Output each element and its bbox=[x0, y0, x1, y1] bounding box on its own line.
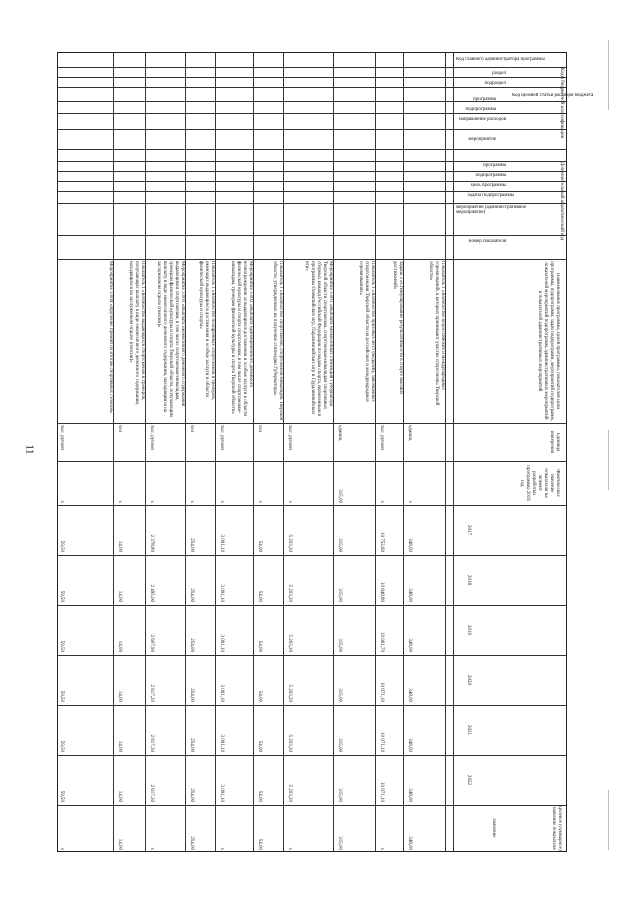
row-divider bbox=[445, 53, 446, 851]
column-line bbox=[58, 101, 566, 102]
row-unit: тыс. рублей bbox=[59, 425, 64, 450]
row-fact-value: x bbox=[257, 500, 262, 503]
goal-task-header: задача подпрограммы bbox=[467, 193, 514, 198]
row-year-value: 5 203,20 bbox=[287, 534, 292, 552]
column-line bbox=[58, 129, 566, 130]
row-year-value: 315,00 bbox=[337, 588, 342, 602]
row-year-value: 59,50 bbox=[59, 540, 64, 552]
kcsr-header: Код целевой статьи расходов бюджета bbox=[512, 93, 594, 98]
scan-margin-line bbox=[608, 40, 609, 110]
column-line bbox=[58, 87, 566, 88]
scan-margin-line bbox=[608, 430, 609, 490]
row-year-value: 10 971,10 bbox=[379, 732, 384, 752]
row-fact-value: x bbox=[287, 500, 292, 503]
row-year-value: 254,00 bbox=[189, 588, 194, 602]
column-line bbox=[58, 181, 566, 182]
row-year-value: 3 091,10 bbox=[219, 784, 224, 802]
column-line bbox=[58, 655, 566, 656]
column-line bbox=[58, 235, 566, 236]
row-unit: тыс. рублей bbox=[149, 425, 154, 450]
row-year-value: 3 091,10 bbox=[219, 684, 224, 702]
row-year-value: 54,00 bbox=[257, 540, 262, 552]
kcsr-event-header: мероприятие bbox=[468, 137, 496, 142]
row-fact-value: x bbox=[59, 500, 64, 503]
row-divider bbox=[145, 53, 146, 851]
column-line bbox=[58, 149, 566, 150]
row-year-value: 54,00 bbox=[257, 590, 262, 602]
column-line bbox=[58, 191, 566, 192]
column-line bbox=[58, 67, 566, 68]
row-target-value: x bbox=[149, 847, 154, 850]
year-header: 2021 bbox=[466, 725, 471, 735]
row-year-value: 59,50 bbox=[59, 740, 64, 752]
row-year-value: 5 203,20 bbox=[287, 784, 292, 802]
row-name: Задача 3 «Стимулирование результативности в спорте высших достижений» bbox=[392, 261, 403, 395]
column-line bbox=[58, 555, 566, 556]
row-fact-value: x bbox=[407, 500, 412, 503]
row-fact-value: 315,00 bbox=[337, 489, 342, 503]
program-table bbox=[57, 52, 594, 852]
row-target-value: 54,00 bbox=[257, 838, 262, 850]
fact-column-header: Фактическое значение показателя на момент разработки программы 2016 год bbox=[519, 465, 560, 501]
row-year-value: 254,00 bbox=[189, 538, 194, 552]
row-fact-value: x bbox=[117, 500, 122, 503]
row-year-value: 2 607,90 bbox=[149, 634, 154, 652]
row-year-value: 3 091,10 bbox=[219, 534, 224, 552]
row-year-value: 348,00 bbox=[407, 738, 412, 752]
row-year-value: 10 961,70 bbox=[379, 632, 384, 652]
row-year-value: 14,00 bbox=[117, 640, 122, 652]
row-year-value: 5 203,20 bbox=[287, 584, 292, 602]
goal-purpose-header: цель программы bbox=[470, 183, 506, 188]
row-year-value: 10 971,10 bbox=[379, 682, 384, 702]
row-year-value: 2 617,20 bbox=[149, 684, 154, 702]
row-year-value: 59,50 bbox=[59, 790, 64, 802]
row-year-value: 348,00 bbox=[407, 788, 412, 802]
row-year-value: 5 203,20 bbox=[287, 634, 292, 652]
row-year-value: 14,00 bbox=[117, 790, 122, 802]
row-year-value: 254,00 bbox=[189, 788, 194, 802]
row-year-value: 2 617,30 bbox=[149, 734, 154, 752]
subsection-header: подраздел bbox=[484, 81, 506, 86]
row-fact-value: x bbox=[379, 500, 384, 503]
row-year-value: 254,00 bbox=[189, 688, 194, 702]
row-unit: чел bbox=[257, 425, 262, 433]
scan-margin-line bbox=[608, 790, 609, 850]
row-name: Показатель 1 «Количество поощренных спортсменов и тренеров, имеющих выдающиеся достижения и особые заслуги в области физической культуры и спорта» bbox=[198, 261, 215, 401]
target-value-header: значение bbox=[491, 818, 496, 838]
row-divider bbox=[333, 53, 334, 851]
row-year-value: 14,00 bbox=[117, 690, 122, 702]
row-year-value: 10 752,60 bbox=[379, 532, 384, 552]
row-year-value: 315,00 bbox=[337, 738, 342, 752]
row-year-value: 348,00 bbox=[407, 588, 412, 602]
column-line bbox=[58, 505, 566, 506]
column-line bbox=[58, 423, 566, 424]
row-year-value: 54,00 bbox=[257, 790, 262, 802]
row-year-value: 3 091,10 bbox=[219, 584, 224, 602]
row-year-value: 14,00 bbox=[117, 540, 122, 552]
column-line bbox=[58, 705, 566, 706]
row-year-value: 5 203,20 bbox=[287, 684, 292, 702]
row-fact-value: x bbox=[149, 500, 154, 503]
codes-title: Коды бюджетной классификации bbox=[559, 67, 564, 139]
kcsr-program-header: программа bbox=[473, 97, 496, 102]
column-line bbox=[58, 77, 566, 78]
column-line bbox=[58, 161, 566, 162]
column-line bbox=[58, 203, 566, 204]
row-year-value: 254,00 bbox=[189, 738, 194, 752]
row-year-value: 348,00 bbox=[407, 538, 412, 552]
row-year-value: 5 203,20 bbox=[287, 734, 292, 752]
admin-code-header: Код главного администратора программы bbox=[456, 57, 545, 62]
row-year-value: 59,50 bbox=[59, 690, 64, 702]
row-name: Мероприятие 3.002 «Выплата единовременного денежного вознаграждения за выдающиеся достижения и особые заслуги в области физической культуры и спорта спортсменам, в том числе спортсменам-инвалидам, тренерам физической культуры и спорта Тверской области» bbox=[230, 261, 253, 416]
year-header: 2017 bbox=[466, 525, 471, 535]
row-divider bbox=[215, 53, 216, 851]
goal-indicator-header: номер показателя bbox=[468, 239, 506, 244]
name-column-header: Наименование программы, целей программы, показателей цели программы, подпрограмм, задач подпрограмм, мероприятий подпрограмм, показателей мероприятий подпрограмм, административных мероприятий и показателей административных мероприятий bbox=[537, 261, 560, 421]
row-unit: единиц bbox=[407, 425, 412, 441]
target-column-header: Целевое (суммарное) значение показателя bbox=[551, 805, 562, 851]
column-line bbox=[58, 113, 566, 114]
row-target-value: 315,00 bbox=[337, 836, 342, 850]
row-year-value: 14,00 bbox=[117, 740, 122, 752]
row-target-value: x bbox=[379, 847, 384, 850]
row-target-value: x bbox=[219, 847, 224, 850]
row-year-value: 10 971,10 bbox=[379, 782, 384, 802]
row-unit: тыс. рублей bbox=[287, 425, 292, 450]
kcsr-subprogram-header: подпрограмма bbox=[465, 107, 496, 112]
row-name: Показатель 1 «Количество всероссийских и международных соревнований, в которых принимают участие спортсмены Тверской области» bbox=[428, 261, 445, 406]
row-name: Показатель 1 «Количество спортсменов, спортсменов-инвалидов Тверской области, утвержденных на получение стипендии Губернатора» bbox=[272, 261, 283, 421]
row-divider bbox=[375, 53, 376, 851]
year-header: 2020 bbox=[466, 675, 471, 685]
row-name: Показатель 1 «Количество призовых мест (медалей), завоеванных спортсменами Тверской области на российских и международных соревнованиях» bbox=[358, 261, 375, 403]
row-year-value: 348,00 bbox=[407, 688, 412, 702]
row-year-value: 315,00 bbox=[337, 788, 342, 802]
row-name: Мероприятие 3.004 «Вручение премий по итогам спортивных сезонов» bbox=[108, 261, 113, 414]
row-year-value: 348,00 bbox=[407, 638, 412, 652]
row-unit: единиц bbox=[337, 425, 342, 441]
row-unit: тыс. рублей bbox=[379, 425, 384, 450]
header-divider bbox=[453, 53, 454, 851]
row-year-value: 59,50 bbox=[59, 640, 64, 652]
row-year-value: 254,00 bbox=[189, 638, 194, 652]
column-line bbox=[58, 461, 566, 462]
row-year-value: 315,00 bbox=[337, 638, 342, 652]
row-year-value: 54,00 bbox=[257, 690, 262, 702]
row-year-value: 59,50 bbox=[59, 590, 64, 602]
column-line bbox=[58, 171, 566, 172]
column-line bbox=[58, 755, 566, 756]
row-fact-value: x bbox=[189, 500, 194, 503]
row-target-value: 254,00 bbox=[189, 836, 194, 850]
row-year-value: 14,00 bbox=[117, 590, 122, 602]
row-year-value: 3 091,10 bbox=[219, 734, 224, 752]
row-target-value: 348,00 bbox=[407, 836, 412, 850]
row-divider bbox=[185, 53, 186, 851]
row-year-value: 315,00 bbox=[337, 538, 342, 552]
year-header: 2018 bbox=[466, 575, 471, 585]
row-unit: чел bbox=[117, 425, 122, 433]
row-year-value: 2 617,30 bbox=[149, 784, 154, 802]
section-header: раздел bbox=[492, 71, 506, 76]
column-line bbox=[58, 259, 566, 260]
row-target-value: x bbox=[287, 847, 292, 850]
unit-column-header: Единица измерения bbox=[549, 430, 560, 454]
goal-event-header: мероприятие (административное мероприятие) bbox=[456, 205, 527, 215]
row-year-value: 3 091,10 bbox=[219, 634, 224, 652]
row-name: Мероприятие 3.003 «Выплата ежемесячного денежного содержания выдающимся спортсменам, в том числе спортсменам-инвалидам, тренерам физической культуры и спорта Тверской области, получающим выплату в виде ежемесячного денежного содержания, находящимся на заслуженном отдыхе (пенсии)» bbox=[156, 261, 185, 417]
row-divider bbox=[113, 53, 114, 851]
row-year-value: 2 495,00 bbox=[149, 584, 154, 602]
year-header: 2022 bbox=[466, 775, 471, 785]
row-unit: тыс. рублей bbox=[219, 425, 224, 450]
row-name: Мероприятие 3.001 «Выплата ежемесячных стипендий Губернатора Тверской области спортсменам, спортсменам-инвалидам спортивных сборных команд Российской Федерации по видам спорта, включенным в программы Олимпийских игр, Паралимпийских игр и Сурдлимпийских игр» bbox=[304, 261, 333, 417]
row-divider bbox=[253, 53, 254, 851]
year-header: 2019 bbox=[466, 625, 471, 635]
row-year-value: 10 848,80 bbox=[379, 582, 384, 602]
row-target-value: 14,00 bbox=[117, 838, 122, 850]
goal-program-header: программа bbox=[483, 163, 506, 168]
row-divider bbox=[403, 53, 404, 851]
row-year-value: 54,00 bbox=[257, 740, 262, 752]
page-number: 11 bbox=[23, 444, 35, 455]
column-line bbox=[58, 605, 566, 606]
row-year-value: 2 378,80 bbox=[149, 534, 154, 552]
row-unit: чел bbox=[189, 425, 194, 433]
row-target-value: x bbox=[59, 847, 64, 850]
kcsr-direction-header: направление расходов bbox=[459, 117, 506, 122]
column-line bbox=[58, 805, 566, 806]
row-year-value: 315,00 bbox=[337, 688, 342, 702]
row-year-value: 54,00 bbox=[257, 640, 262, 652]
row-name: Показатель 1 «Количество выдающихся спортсменов и тренеров, получающих выплату в виде ежемесячного денежного содержания, находящихся на заслуженном отдыхе (пенсии)» bbox=[128, 261, 145, 405]
goal-code-title: Дополнительный аналитический код bbox=[559, 161, 564, 241]
goal-subprogram-header: подпрограмма bbox=[475, 173, 506, 178]
row-divider bbox=[283, 53, 284, 851]
row-fact-value: x bbox=[219, 500, 224, 503]
